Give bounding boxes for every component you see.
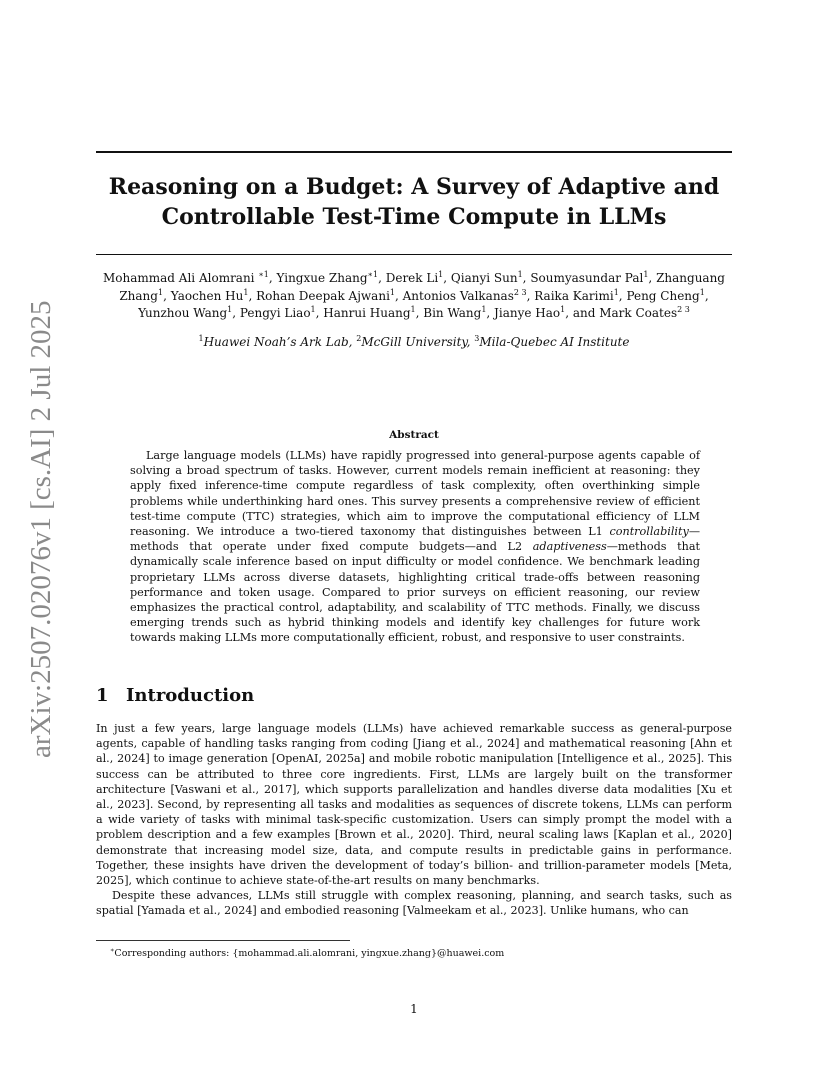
author-affiliation-mark: 1 <box>157 287 164 297</box>
author-affiliation-mark: 1 <box>643 270 649 279</box>
author-name: Qianyi Sun <box>450 271 518 285</box>
author-name: Soumyasundar Pal <box>530 271 644 285</box>
author-affiliation-mark: 1 <box>243 287 249 297</box>
author-name: Pengyi Liao <box>239 306 311 320</box>
section-number: 1 <box>96 685 109 706</box>
arxiv-identifier-stamp: arXiv:2507.02076v1 [cs.AI] 2 Jul 2025 <box>25 300 57 758</box>
section-heading-introduction <box>96 684 732 708</box>
title-top-rule <box>96 151 732 153</box>
title-line-1: Reasoning on a Budget: A Survey of Adaptive and <box>108 174 720 200</box>
author-name: Peng Cheng <box>626 288 700 303</box>
intro-paragraph: In just a few years, large language models (LLMs) have achieved remarkable success as general-purpose agents, capable of handling tasks ranging from coding [Jiang et al., 2024] and mathematical reasoning [Ahn et al., 2024] to image generation [OpenAI, 2025a] and mobile robotic manipulation [Intelligence et al., 2025]. This success can be attributed to three core ingredients. First, LLMs are largely built on the transformer architecture [Vaswani et al., 2017], which supports parallelization and handles diverse data modalities [Xu et al., 2023]. Second, by representing all tasks and modalities as sequences of discrete tokens, LLMs can perform a wide variety of tasks with minimal task-specific customization. Users can simply prompt the model with a problem description and a few examples [Brown et al., 2020]. Third, neural scaling laws [Kaplan et al., 2020] demonstrate that increasing model size, data, and compute results in predictable gains in performance. Together, these insights have driven the development of today’s billion- and trillion-parameter models [Meta, 2025], which continue to achieve state-of-the-art results on many benchmarks. <box>96 722 732 888</box>
footnote-text: Corresponding authors: {mohammad.ali.alomrani, yingxue.zhang}@huawei.com <box>114 948 505 960</box>
footnote-rule <box>96 940 350 941</box>
author-name: Yingxue Zhang <box>276 271 368 285</box>
author-name: Hanrui Huang <box>323 306 411 320</box>
author-affiliation-mark: 1 <box>517 270 523 279</box>
abstract-text: —methods that operate under fixed compute budgets—and L2 <box>130 525 700 554</box>
paper-title <box>96 172 732 232</box>
author-affiliation-mark: 1 <box>389 287 395 297</box>
author-affiliation-mark: 1 <box>699 287 705 297</box>
author-name: Derek Li <box>385 271 439 285</box>
author-affiliation-mark: 1 <box>410 305 416 314</box>
abstract-emphasis: controllability <box>609 525 689 539</box>
title-line-2: Controllable Test-Time Compute in LLMs <box>161 204 667 230</box>
affiliation-name: Huawei Noah’s Ark Lab, <box>203 335 357 349</box>
author-name: Zhanguang Zhang <box>119 271 725 303</box>
author-name: Bin Wang <box>423 306 482 320</box>
author-affiliation-mark: ∗1 <box>258 270 269 279</box>
footnote-mark: ∗ <box>110 946 115 954</box>
abstract-heading: Abstract <box>389 429 439 441</box>
author-name: Rohan Deepak Ajwani <box>256 288 390 303</box>
author-name: Jianye Hao <box>494 306 561 320</box>
author-affiliation-mark: 1 <box>227 305 233 314</box>
affiliation-name: Mila-Quebec AI Institute <box>479 335 630 349</box>
author-name: Yaochen Hu <box>170 288 244 303</box>
author-name: Raika Karimi <box>534 288 614 303</box>
footnote <box>110 944 730 960</box>
author-name: Yunzhou Wang <box>138 306 228 320</box>
author-conjunction: , and <box>565 306 600 320</box>
author-affiliation-mark: 1 <box>481 305 487 314</box>
author-affiliation-mark: 2 3 <box>513 287 527 297</box>
abstract-text: Large language models (LLMs) have rapidly progressed into general-purpose agents capable of solving a broad spectrum of tasks. However, current models remain inefficient at reasoning: they apply fixed inference-time compute regardless of task complexity, often overthinking simple problems while underthinking hard ones. This survey presents a comprehensive review of efficient test-time compute (TTC) strategies, which aim to improve the computational efficiency of LLM reasoning. We introduce a two-tiered taxonomy that distinguishes between L1 <box>130 449 700 539</box>
affiliation-list <box>96 333 732 351</box>
abstract-body <box>130 448 700 646</box>
author-affiliation-mark: 1 <box>310 305 316 314</box>
section-title: Introduction <box>126 685 255 706</box>
title-bottom-rule <box>96 254 732 255</box>
affiliation-name: McGill University, <box>361 335 475 349</box>
author-name: Mohammad Ali Alomrani <box>103 271 255 285</box>
affiliation-mark: 2 <box>356 334 362 343</box>
author-list: Mohammad Ali Alomrani $^{∗1}$, Yingxue Zhang$^{∗1}$, Derek Li$^1$, Qianyi Sun$^1$, Soumyasundar Pal$^1$, Zhanguang Zhang$^1$, Yaochen Hu$^1$, Rohan Deepak Ajwani$^1$, Antonios Valkanas$^{2 3}$, Raika Karimi$^1$, Peng Cheng$^1$, Yunzhou Wang$^1$, Pengyi Liao$^1$, Hanrui Huang$^1$, Bin Wang$^1$, Jianye Hao$^1$, and Mark Coates$^{2 3}$ <box>103 270 725 320</box>
author-name: Mark Coates <box>599 306 678 320</box>
page-number: 1 <box>410 1002 418 1016</box>
author-affiliation-mark: ∗1 <box>367 270 379 279</box>
author-name: Antonios Valkanas <box>402 288 514 303</box>
affiliation-mark: 1 <box>198 334 204 343</box>
author-affiliation-mark: 1 <box>613 287 619 297</box>
intro-paragraph: Despite these advances, LLMs still struggle with complex reasoning, planning, and search tasks, such as spatial [Yamada et al., 2024] and embodied reasoning [Valmeekam et al., 2023]. Unlike humans, who can <box>96 889 732 918</box>
author-affiliation-mark: 1 <box>560 305 566 314</box>
abstract-text: —methods that dynamically scale inference based on input difficulty or model confidence. We benchmark leading proprietary LLMs across diverse datasets, highlighting critical trade-offs between reasoning performance and token usage. Compared to prior surveys on efficient reasoning, our review emphasizes the practical control, adaptability, and scalability of TTC methods. Finally, we discuss emerging trends such as hybrid thinking models and identify key challenges for future work towards making LLMs more computationally efficient, robust, and responsive to user constraints. <box>130 540 700 645</box>
affiliation-mark: 3 <box>474 334 480 343</box>
author-affiliation-mark: 2 3 <box>677 305 690 314</box>
introduction-body <box>96 721 732 919</box>
author-affiliation-mark: 1 <box>438 270 444 279</box>
abstract-emphasis: adaptiveness <box>532 540 607 554</box>
